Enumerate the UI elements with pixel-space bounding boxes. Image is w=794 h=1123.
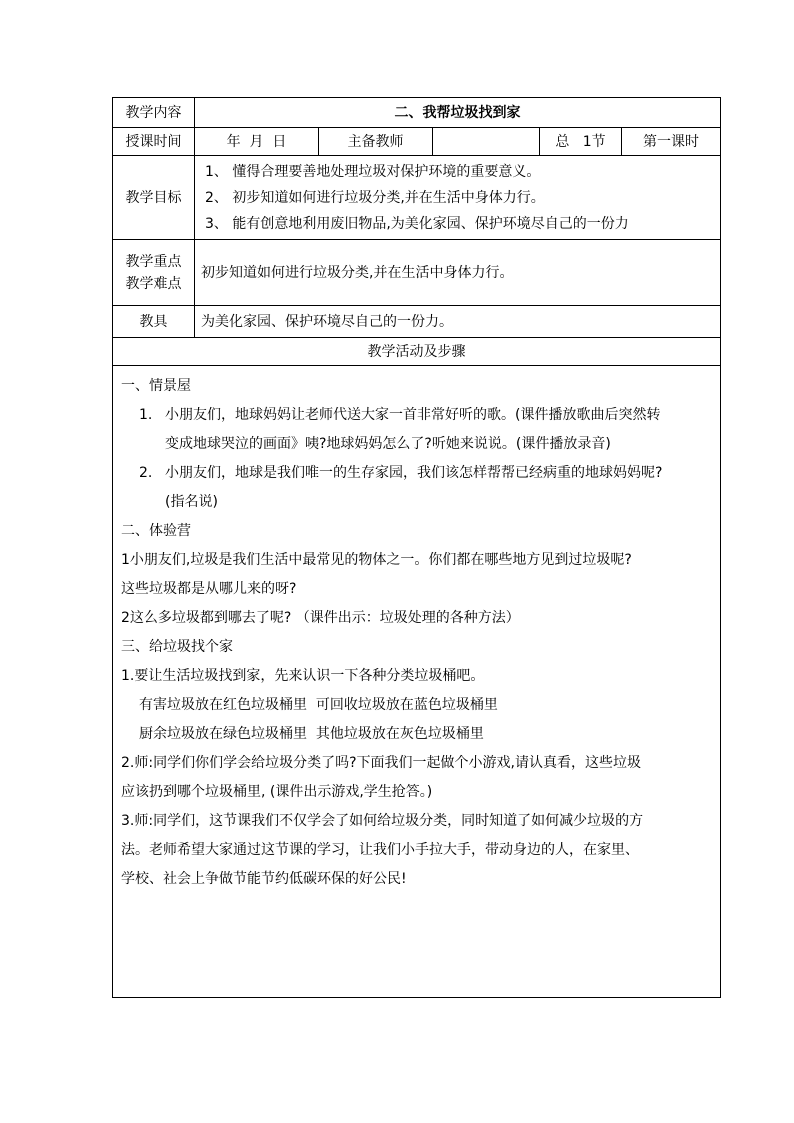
goal-item: 3、 能有创意地利用废旧物品,为美化家园、保护环境尽自己的一份力 <box>205 215 629 232</box>
paragraph-line: 3.师:同学们，这节课我们不仅学会了如何给垃圾分类，同时知道了如何减少垃圾的方 <box>121 813 644 829</box>
bin-list-line: 厨余垃圾放在绿色垃圾桶里 其他垃圾放在灰色垃圾桶里 <box>139 726 484 742</box>
lesson-plan-table <box>112 97 721 998</box>
goal-item: 2、 初步知道如何进行垃圾分类,并在生活中身体力行。 <box>205 189 545 206</box>
section-title: 三、给垃圾找个家 <box>121 639 233 655</box>
item-text: 小朋友们，地球妈妈让老师代送大家一首非常好听的歌。(课件播放歌曲后突然转 <box>165 407 661 423</box>
goal-item: 1、 懂得合理要善地处理垃圾对保护环境的重要意义。 <box>205 163 541 180</box>
activity-body <box>113 366 721 998</box>
lesson-title: 二、我帮垃圾找到家 <box>195 98 721 128</box>
date-field: 年 月 日 <box>195 128 319 156</box>
item-number: 1. <box>139 407 153 423</box>
tools-text: 为美化家园、保护环境尽自己的一份力。 <box>195 306 721 338</box>
goals-list <box>195 156 721 240</box>
focus-labels <box>113 240 195 306</box>
teacher-label: 主备教师 <box>319 128 433 156</box>
list-item <box>121 459 714 488</box>
item-number: 2. <box>139 465 153 481</box>
total-sessions: 总 1节 <box>540 128 622 156</box>
row-activity-body <box>113 366 721 998</box>
paragraph-line: 2这么多垃圾都到哪去了呢? （课件出示：垃圾处理的各种方法） <box>121 610 520 626</box>
teacher-value <box>433 128 540 156</box>
time-label: 授课时间 <box>113 128 195 156</box>
row-content <box>113 98 721 128</box>
row-goals <box>113 156 721 240</box>
key-point-label: 教学重点 <box>125 253 182 270</box>
item-continuation: (指名说) <box>165 494 218 510</box>
item-text: 小朋友们，地球是我们唯一的生存家园，我们该怎样帮帮已经病重的地球妈妈呢? <box>165 465 663 481</box>
focus-text: 初步知道如何进行垃圾分类,并在生活中身体力行。 <box>195 240 721 306</box>
bin-list-line: 有害垃圾放在红色垃圾桶里 可回收垃圾放在蓝色垃圾桶里 <box>139 697 498 713</box>
paragraph-line: 这些垃圾都是从哪儿来的呀? <box>121 581 297 597</box>
paragraph-line: 应该扔到哪个垃圾桶里, (课件出示游戏,学生抢答。) <box>121 784 433 800</box>
difficulty-label: 教学难点 <box>125 275 182 292</box>
item-continuation: 变成地球哭泣的画面》咦?地球妈妈怎么了?听她来说说。(课件播放录音) <box>165 436 611 452</box>
content-label: 教学内容 <box>113 98 195 128</box>
paragraph-line: 学校、社会上争做节能节约低碳环保的好公民! <box>121 871 407 887</box>
row-time <box>113 128 721 156</box>
paragraph-line: 法。老师希望大家通过这节课的学习，让我们小手拉大手，带动身边的人，在家里、 <box>121 842 639 858</box>
paragraph-line: 2.师:同学们你们学会给垃圾分类了吗?下面我们一起做个小游戏,请认真看，这些垃圾 <box>121 755 641 771</box>
list-item <box>121 401 714 430</box>
row-activity-heading <box>113 338 721 366</box>
lesson-number: 第一课时 <box>622 128 721 156</box>
section-title: 二、体验营 <box>121 523 191 539</box>
tools-label: 教具 <box>113 306 195 338</box>
activity-heading: 教学活动及步骤 <box>113 338 721 366</box>
section-title: 一、情景屋 <box>121 378 191 394</box>
paragraph-line: 1.要让生活垃圾找到家，先来认识一下各种分类垃圾桶吧。 <box>121 668 485 684</box>
paragraph-line: 1小朋友们,垃圾是我们生活中最常见的物体之一。你们都在哪些地方见到过垃圾呢? <box>121 552 632 568</box>
goals-label: 教学目标 <box>113 156 195 240</box>
row-tools <box>113 306 721 338</box>
row-focus <box>113 240 721 306</box>
